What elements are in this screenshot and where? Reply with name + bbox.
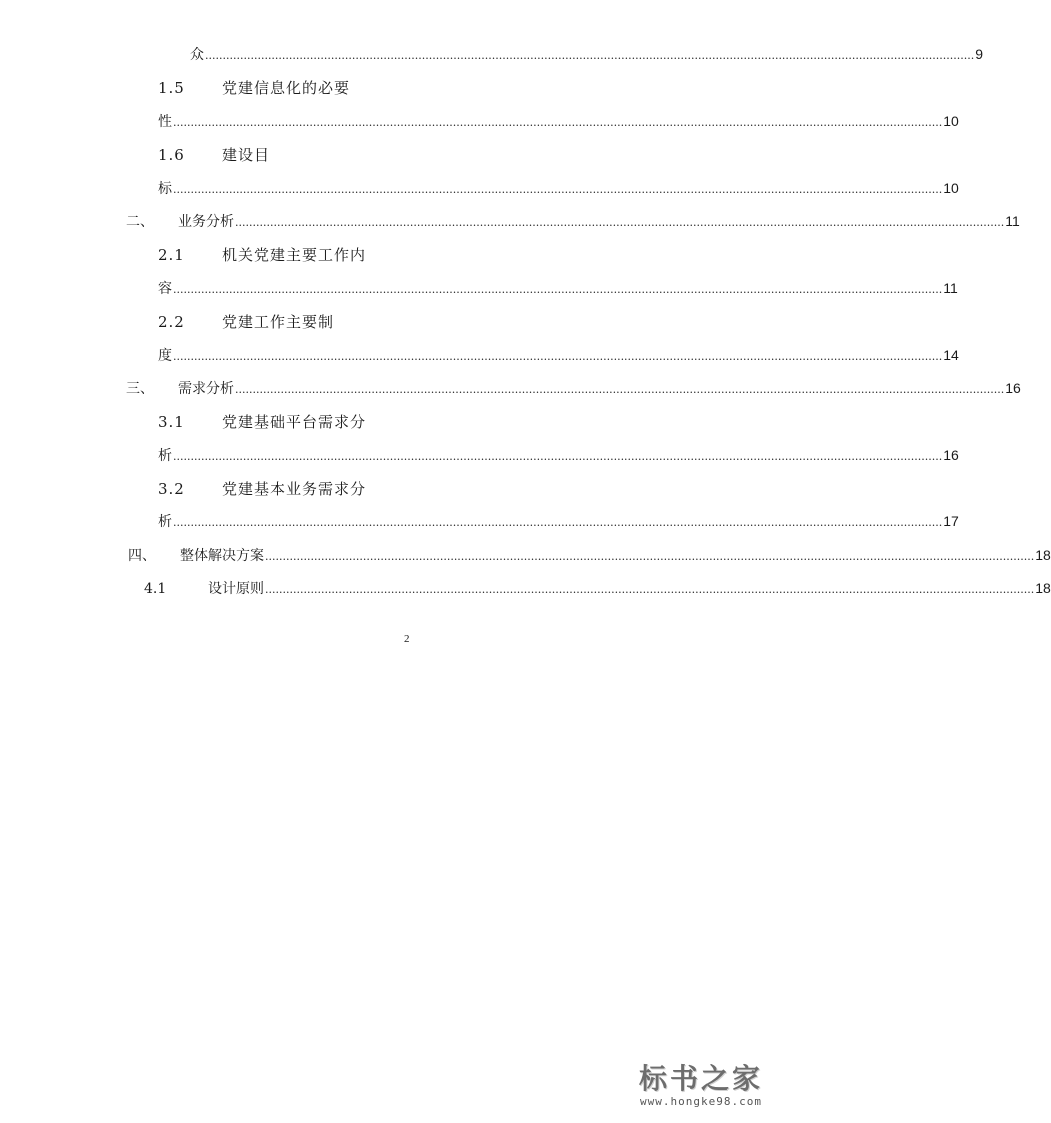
toc-entry-4-1[interactable]	[144, 579, 1051, 599]
toc-entry-text: 析	[158, 448, 172, 464]
toc-page-number: 16	[1005, 380, 1021, 396]
toc-heading-number: 3.1	[158, 413, 185, 431]
toc-heading-1-5	[158, 79, 350, 97]
toc-leader-dots: ............................................................................................................................................................................................................................	[173, 283, 943, 296]
toc-page-number: 18	[1035, 547, 1051, 563]
toc-page-number: 10	[943, 180, 959, 196]
toc-entry-text: 容	[158, 281, 172, 297]
toc-chapter-title: 整体解决方案	[180, 548, 264, 564]
toc-page-number: 17	[943, 513, 959, 529]
page-number: 2	[404, 633, 410, 645]
toc-heading-number: 1.6	[158, 146, 185, 164]
toc-leader-dots: ............................................................................................................................................................................................................................	[265, 550, 1035, 563]
toc-leader-dots: ............................................................................................................................................................................................................................	[205, 49, 975, 62]
toc-chapter-title: 需求分析	[178, 381, 234, 397]
toc-leader-dots: ............................................................................................................................................................................................................................	[173, 183, 943, 196]
toc-heading-title: 建设目	[222, 146, 271, 164]
watermark-brand: 标书之家	[638, 1062, 763, 1095]
toc-heading-2-1	[158, 246, 366, 264]
toc-entry[interactable]	[158, 512, 959, 532]
toc-leader-dots: ............................................................................................................................................................................................................................	[265, 583, 1035, 596]
toc-heading-1-6	[158, 146, 270, 164]
toc-heading-number: 1.5	[158, 79, 185, 97]
toc-heading-number: 2.1	[158, 246, 185, 264]
toc-entry-text: 析	[158, 514, 172, 530]
toc-leader-dots: ............................................................................................................................................................................................................................	[235, 216, 1005, 229]
toc-page-number: 16	[943, 447, 959, 463]
toc-heading-title: 党建工作主要制	[222, 313, 335, 331]
toc-heading-title: 机关党建主要工作内	[222, 246, 367, 264]
toc-entry[interactable]	[158, 179, 959, 199]
toc-leader-dots: ............................................................................................................................................................................................................................	[173, 516, 943, 529]
toc-heading-3-2	[158, 480, 366, 498]
toc-entry[interactable]	[158, 446, 959, 466]
toc-chapter-number: 二、	[126, 214, 154, 230]
toc-chapter-title: 业务分析	[178, 214, 234, 230]
toc-entry-text: 众	[190, 47, 204, 63]
toc-section-number: 4.1	[144, 581, 167, 597]
toc-leader-dots: ............................................................................................................................................................................................................................	[235, 383, 1005, 396]
toc-heading-2-2	[158, 313, 334, 331]
toc-page-number: 9	[975, 46, 984, 62]
toc-page-number: 14	[943, 347, 959, 363]
toc-heading-title: 党建信息化的必要	[222, 79, 351, 97]
toc-heading-title: 党建基础平台需求分	[222, 413, 367, 431]
watermark-url: www.hongke98.com	[640, 1095, 762, 1108]
toc-entry[interactable]	[158, 112, 959, 132]
toc-heading-title: 党建基本业务需求分	[222, 480, 367, 498]
watermark-logo	[626, 1063, 776, 1109]
toc-entry-chapter-2[interactable]	[126, 212, 1020, 232]
toc-entry-text: 性	[158, 114, 172, 130]
toc-entry[interactable]	[190, 45, 984, 65]
toc-page-number: 11	[943, 280, 958, 296]
toc-page-number: 10	[943, 113, 959, 129]
toc-leader-dots: ............................................................................................................................................................................................................................	[173, 350, 943, 363]
toc-entry-chapter-3[interactable]	[126, 379, 1021, 399]
toc-chapter-number: 三、	[126, 381, 154, 397]
toc-section-title: 设计原则	[208, 581, 264, 597]
toc-heading-number: 3.2	[158, 480, 185, 498]
toc-leader-dots: ............................................................................................................................................................................................................................	[173, 116, 943, 129]
toc-entry-chapter-4[interactable]	[128, 546, 1051, 566]
toc-chapter-number: 四、	[128, 548, 156, 564]
toc-leader-dots: ............................................................................................................................................................................................................................	[173, 450, 943, 463]
toc-page-number: 11	[1005, 213, 1020, 229]
toc-entry[interactable]	[158, 346, 959, 366]
toc-entry[interactable]	[158, 279, 958, 299]
toc-heading-number: 2.2	[158, 313, 185, 331]
toc-entry-text: 标	[158, 181, 172, 197]
toc-page-number: 18	[1035, 580, 1051, 596]
toc-entry-text: 度	[158, 348, 172, 364]
toc-heading-3-1	[158, 413, 366, 431]
